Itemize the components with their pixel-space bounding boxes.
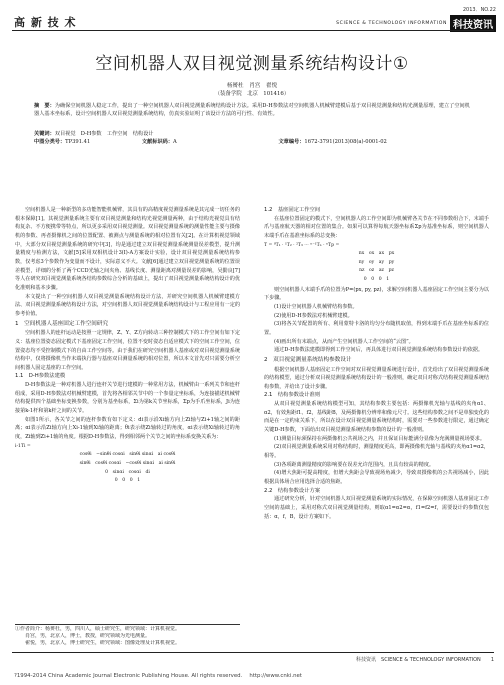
article-value: 1672-3791(2013)08(a)-0001-02 xyxy=(304,139,387,145)
guideline-item: (3)各项距离测量精度的影响要在误差允许范围内，且具有较高的精度。 xyxy=(274,461,435,468)
page-footer xyxy=(356,656,494,663)
paragraph: 本文提出了一种空间机器人双目视觉测量系统结构设计方法，并研究空间机器人机械臂建模方法、双目视觉测量系统结构设计方法，对空间机器人双目视觉测量系统结构设计与工程应用有一定的参考价值。 xyxy=(15,293,240,317)
step-item: (1)设计空间机器人机械臂结构参数。 xyxy=(274,303,358,310)
paragraph: 根据空间机器人基座固定工作空间对双目视觉测量系统进行设计，首先给出了双目视觉测量系统的结构模型，通过分析双目视觉测量系统结构设计的一般准则，确定双目对称式结构视觉测量系统结构参数，并给出了设计步骤。 xyxy=(264,366,489,390)
keywords-text: 双目视觉 D-H参数 工作空间 结构设计 xyxy=(54,131,154,137)
paragraph: 空间机器人的连杆运动是按照一定规律，Z、Y、Z方向转动三种控制模式下的工作空间有如下定义：基座位置姿态固定模式下基座固定工作空间，位置不变时姿态自适应模式下的空间工作空间，位置姿态均不受控制模式下的自由工作空间等。由于我们在研究空间机器人基座或对双目视觉测量系统结构中，仅将摄像机当作末端执行器与基座双目测量系统的相对位置，所以本文首先对只需要分析空间机器人固定基座的工作空间。 xyxy=(15,330,240,371)
subsection-heading: 1.1 D-H参数法建模 xyxy=(15,373,66,380)
subsection-heading: 1.2 基座固定工作空间 xyxy=(264,207,321,213)
paragraph: 通过研究分析，针对空间机器人双目视觉测量系统的实际情况，在保障空间机器人基座固定工作空间的基础上，采用对称式双目视觉测量结构，则取α1=α2=α，f1=f2=f，需要设计的参数仅包括：α，f，B，设计方案如下。 xyxy=(264,496,489,520)
paragraph: D-H参数法是一种对机器人进行连杆关节进行建模的一种常用方法，机械臂由一系列关节和连杆组成，采用D-H参数法对机械臂建模，首先将各相邻关节中的一个参量定坐标系，为连接描述机械臂结构提供四个基础坐标变换参数，分别为基坐标系，Σi为第k关节坐标系，Σp为手爪坐标系，Ji为连接第k-1杆和第k杆之间的关节。 xyxy=(15,382,240,415)
step-item: (2)使用D-H参数法对机械臂建模。 xyxy=(274,312,353,319)
matrix-row: nx ox ax px xyxy=(358,251,395,257)
guideline-item: (1)测量目标须保持在两摄像机公共视场之内，并且保证目标能满分显像为充满测量视场要求。 xyxy=(274,435,485,442)
right-column xyxy=(264,206,489,521)
matrix-row: cosθi −sinθi cosαi sinθi sinαi ai cosθi xyxy=(79,452,176,458)
copyright-line: ?1994-2014 China Academic Journal Electronic Publishing House. All rights reserved. http://www.cnki.net xyxy=(14,673,302,679)
left-column xyxy=(15,206,240,487)
matrix-row: nz oz az pz xyxy=(359,268,394,274)
classification xyxy=(34,139,474,147)
clc-value: TP391.41 xyxy=(65,139,91,145)
step-item: (3)将各关节配置的所有、利用蒙特卡洛的均匀分布随机取值，得到末端手爪在基座坐标系的位置。 xyxy=(264,321,489,336)
paper-title: 空间机器人双目视觉测量系统结构设计① xyxy=(95,54,409,74)
abstract-label: 摘 要： xyxy=(34,103,55,109)
step-item: (4)画出所有末端点，从而产生空间机器人工作空间的“云图”。 xyxy=(274,338,414,345)
authors: 杨赟杜 肖宫 翟悦 xyxy=(226,83,278,89)
paragraph: 空间机器人是一种新型的多功能智能机械臂，其具有的高精度视觉测量系统是其完成一切任务的根本保障[1]。其视觉测量系统主要有双目视觉测量和结构光视觉测量两种，由于结构光视觉具有结构复杂、不方便携带等特点，所以更多采用双目视觉测量。双目视觉测量系统的测量性能主要与摄像机的参数、再者摄像机之间的位置配置、被测点与测量系统的相对位置有关[2]。在计算机视觉领域中，大部分双目视觉测量系统的研究中[3]，均是通过建立双目视觉测量系统测量误差模型，提升测量精度与检测方法，文献[5]采用双相机设计3(I)-A方案设计实验，设计双目视觉测量系统结构参数，仅考虑3个参数作为变量而不设计，实际意义不大。文献[6]通过建立双目视觉测量系统的位置误差模型，详细的分析了两个CCD光轴之间夹角、基线长度、测量距离对测量误差的影响，吴勤良[7]等人在研究双目视觉测量系统各结构参数综合分析的基础上，提出了双目视觉测量系统结构设计的优化准则和基本步骤。 xyxy=(15,207,240,291)
journal-header xyxy=(336,6,496,32)
keywords xyxy=(34,131,474,139)
matrix-row: sinθi cosθi cosαi −cosθi sinαi ai sinθi xyxy=(79,460,176,466)
subsection-heading: 2.1 结构参数设计准则 xyxy=(264,392,321,399)
guideline-item: (2)双目视觉测量系统采用对称结构时，测量精度更高，即两摄像机光轴与基线的夹角α1=α2，相等。 xyxy=(264,444,489,460)
footnote-line: ①作者简介：杨赟杜，男，四川人，硕士研究生，研究领域：计算机视觉。 xyxy=(15,626,181,632)
footnote-rule xyxy=(15,624,240,625)
section-header: 高 新 技 术 xyxy=(14,16,77,29)
header-rule xyxy=(12,30,494,31)
paragraph: 则空间机器人末端手爪的位置为P=(px, py, pz)，求解空间机器人基座固定工作空间主要分为以下步骤。 xyxy=(264,286,489,302)
footnote-line: 肖宫，男，北京人，博士，教授，研究领域为光电测量。 xyxy=(15,633,151,639)
section-heading: 1 空间机器人基座固定工作空间研究 xyxy=(15,320,109,327)
footnote-line: 翟悦，男，北京人，博士研究生，研究领域：图像处理及计算机视觉。 xyxy=(15,640,181,646)
footer-rule xyxy=(12,652,494,653)
doc-label: 文献标识码： xyxy=(141,139,174,145)
guideline-item: (4)增大焦距可提高精度，但增大焦距会导致视场角减少，导致双摄像机的公共视场减小，因此根据具体场合应用选择合适的焦距。 xyxy=(264,470,489,486)
doc-value: A xyxy=(173,139,177,145)
equation: T = ⁰T₁ · ¹T₂ · ²T₃ ⋯ ⁿ⁻¹Tₙ · ⁿTp = xyxy=(264,242,340,248)
paragraph: 通过D-H参数法建模即得到工作空间后，再具体进行双目视觉测量系统结构参数设计的依据。 xyxy=(274,347,484,354)
journal-logo: 科技资讯 xyxy=(450,15,496,32)
paragraph: 从双目视觉测量系统结构模型可知，其结构参数主要包括：两摄像机光轴与基线的夹角α1、α2，有效焦距f1、f2，基线距B，及两摄像机分辨率和像元尺寸。这些结构参数之间不是单独变化的而是在一定约束关系下，所以在设计双目视觉测量系统结构时，需要对一些参数进行限定，通过确定关键D-H参数，下面给出双目视觉测量系统结构参数的设计的一般准则。 xyxy=(264,401,489,434)
paragraph: 在基座位置固定的模式下，空间机器人的工作空间即为机械臂各关节在不同参数组合下，末端手爪与基座航天器的相对位置的集合。如果可以算得每航天器坐标系Σp为基准坐标系，则空间机器人末端手爪在基准坐标系的总变换： xyxy=(264,215,489,239)
author-footnote xyxy=(15,626,240,647)
matrix-label: i-1Ti = xyxy=(15,443,31,449)
matrix-row: ny oy ay py xyxy=(358,259,395,265)
transform-matrix xyxy=(15,442,240,487)
matrix-row: 0 0 0 1 xyxy=(363,277,390,282)
footer-journal: 科技资讯 SCIENCE & TECHNOLOGY INFORMATION xyxy=(356,657,481,663)
article-label: 文章编号： xyxy=(278,139,305,145)
total-transform-equation xyxy=(264,241,489,286)
abstract-text: 为确保空间机器人稳定工作，提出了一种空间机器人双目视觉测量系统结构设计方法。采用D-H参数法对空间机器人机械臂建模后基于双目视觉测量和结构光测量原理，建立了空间机器人基本坐标系，设计空间机器人双目视觉测量系统结构，仿真实验证明了该设计方法的可行性、有效性。 xyxy=(34,103,470,117)
journal-name-en: SCIENCE & TECHNOLOGY INFORMATION xyxy=(336,21,447,26)
matrix-row: 0 0 0 1 xyxy=(114,478,141,484)
affiliation: （装备学院 北京 101416） xyxy=(214,91,290,97)
paragraph: 如图1所示，各关节之间的连杆参数有如下定义：di表示沿Xi轴方向上Zi轴与Zi+1轴之间的距离；αi表示沿Zi轴方向上Xi-1轴到Xi轴的距离；θi表示绕Zi轴转过的角度，αi表示绕Xi轴转过的角度，Zi轴到Zi+1轴的角度。根据D-H参数法，得到相邻两个关节之间的坐标系变换关系为： xyxy=(15,416,240,441)
clc-label: 中图分类号： xyxy=(34,139,66,145)
page-number: 1 xyxy=(490,657,494,663)
matrix-row: 0 sinαi cosαi di xyxy=(105,469,150,475)
issue-number: 2013．NO.22 xyxy=(462,7,496,13)
abstract xyxy=(34,103,474,118)
subsection-heading: 2.2 结构参数设计方案 xyxy=(264,487,321,494)
section-heading: 2 双目视觉测量系统结构参数设计 xyxy=(264,356,352,363)
keywords-label: 关键词： xyxy=(34,131,55,137)
